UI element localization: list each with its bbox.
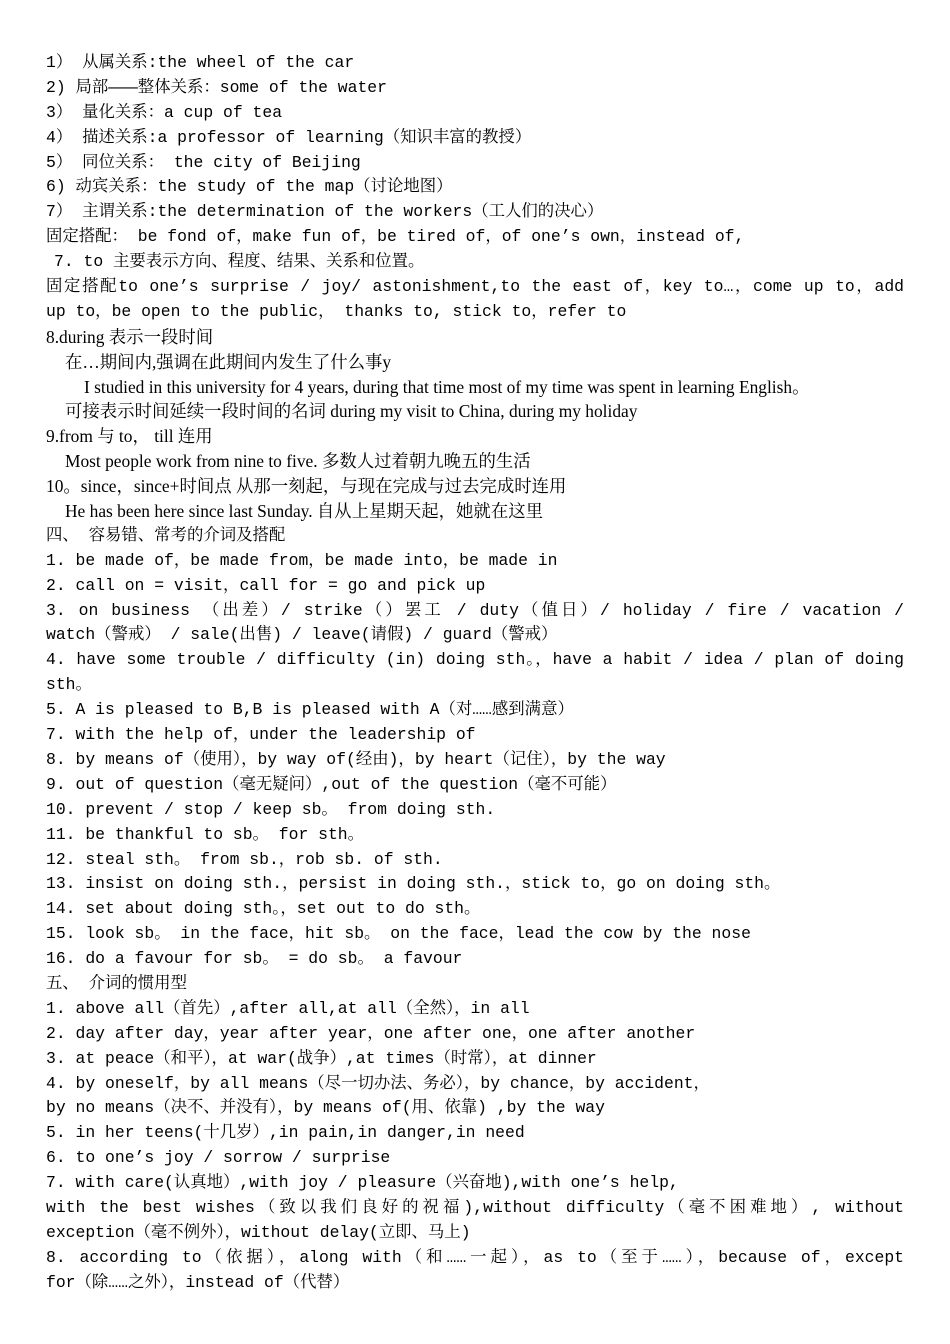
list-item: 7. with the help of，under the leadership of — [46, 725, 476, 745]
list-item: 11. be thankful to sb。 for sth。 — [46, 824, 365, 844]
section-heading-during: 8.during 表示一段时间 — [46, 326, 214, 347]
list-item: with the best wishes（致以我们良好的祝福),without difficulty（毫不困难地）, without — [46, 1197, 904, 1217]
list-item: sth。 — [46, 675, 92, 695]
list-item: 3. on business （出差）/ strike（）罢工 / duty（值日）/ holiday / fire / vacation / — [46, 600, 904, 620]
section-heading-four: 四、 容易错、常考的介词及搭配 — [46, 525, 286, 545]
list-item: 5. in her teens(十几岁）,in pain,in danger,in need — [46, 1123, 525, 1143]
text-line: 固定搭配： be fond of，make fun of，be tired of，of one’s own，instead of, — [46, 227, 745, 247]
list-item: 4. have some trouble / difficulty (in) doing sth。，have a habit / idea / plan of doing — [46, 650, 904, 670]
section-heading-since: 10。since，since+时间点 从那一刻起，与现在完成与过去完成时连用 — [46, 476, 567, 497]
text-line: 2) 局部———整体关系：some of the water — [46, 77, 387, 97]
list-item: 2. call on = visit，call for = go and pick up — [46, 575, 486, 595]
list-item: 10. prevent / stop / keep sb。 from doing sth. — [46, 799, 496, 819]
list-item: watch（警戒） / sale(出售) / leave(请假) / guard（警戒） — [46, 625, 558, 645]
list-item: 7. with care(认真地）,with joy / pleasure（兴奋地),with one’s help, — [46, 1173, 679, 1193]
text-line: 7） 主谓关系:the determination of the workers（工人们的决心） — [46, 202, 604, 222]
example-sentence: I studied in this university for 4 years, during that time most of my time was spent in learning English。 — [84, 376, 810, 397]
list-item: 3. at peace（和平），at war(战争）,at times（时常），at dinner — [46, 1048, 597, 1068]
list-item: 4. by oneself，by all means（尽一切办法、务必），by chance，by accident， — [46, 1073, 710, 1093]
text-line: 1） 从属关系:the wheel of the car — [46, 53, 355, 72]
list-item: by no means（决不、并没有），by means of(用、依靠) ,by the way — [46, 1098, 605, 1118]
example-sentence: Most people work from nine to five. 多数人过着朝九晚五的生活 — [65, 451, 531, 472]
text-line: 6) 动宾关系：the study of the map（讨论地图） — [46, 177, 453, 197]
section-heading-from: 9.from 与 to， till 连用 — [46, 426, 213, 447]
list-item: 2. day after day，year after year，one after one，one after another — [46, 1023, 696, 1043]
list-item: 6. to one’s joy / sorrow / surprise — [46, 1148, 391, 1168]
list-item: 8. according to（依据），along with（和……一起），as to（至于……），because of，except — [46, 1247, 904, 1267]
section-heading-five: 五、 介词的惯用型 — [46, 973, 187, 993]
list-item: exception（毫不例外），without delay(立即、马上) — [46, 1222, 471, 1242]
list-item: 8. by means of（使用），by way of(经由)，by heart（记住），by the way — [46, 749, 666, 769]
text-line: 7. to 主要表示方向、程度、结果、关系和位置。 — [54, 252, 425, 272]
list-item: 15. look sb。 in the face，hit sb。 on the face，lead the cow by the nose — [46, 924, 751, 944]
text-line: 4） 描述关系:a professor of learning（知识丰富的教授） — [46, 127, 532, 147]
text-line: 可接表示时间延续一段时间的名词 during my visit to China, during my holiday — [65, 401, 638, 422]
list-item: 1. be made of，be made from，be made into，be made in — [46, 550, 558, 570]
text-line: 5） 同位关系： the city of Beijing — [46, 152, 361, 172]
text-line: 在…期间内,强调在此期间内发生了什么事y — [65, 351, 392, 372]
list-item: for（除……之外），instead of（代替） — [46, 1272, 350, 1292]
list-item: 12. steal sth。 from sb.，rob sb. of sth. — [46, 849, 443, 869]
list-item: 16. do a favour for sb。 = do sb。 a favour — [46, 949, 463, 969]
text-line: 固定搭配to one’s surprise / joy/ astonishment,to the east of，key to…，come up to，add — [46, 277, 904, 297]
list-item: 1. above all（首先）,after all,at all（全然），in all — [46, 998, 530, 1018]
list-item: 9. out of question（毫无疑问）,out of the question（毫不可能） — [46, 774, 617, 794]
text-line: up to，be open to the public， thanks to, stick to，refer to — [46, 301, 627, 321]
text-line: 3） 量化关系：a cup of tea — [46, 102, 283, 122]
list-item: 5. A is pleased to B,B is pleased with A（对……感到满意） — [46, 700, 574, 720]
list-item: 14. set about doing sth。，set out to do sth。 — [46, 899, 481, 919]
example-sentence: He has been here since last Sunday. 自从上星期天起，她就在这里 — [65, 501, 543, 522]
list-item: 13. insist on doing sth.，persist in doing sth.，stick to，go on doing sth。 — [46, 874, 781, 894]
